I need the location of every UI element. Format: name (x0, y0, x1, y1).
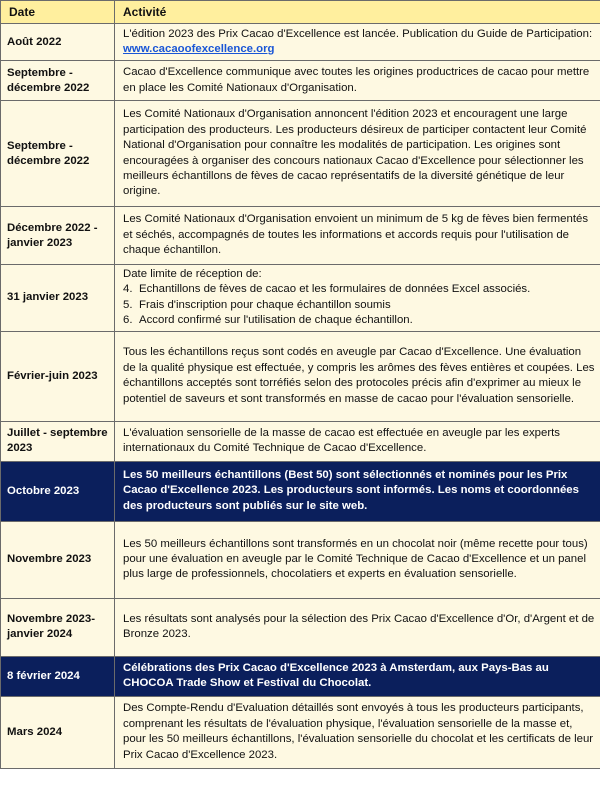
list-item (123, 313, 596, 328)
table-row-highlight (1, 461, 600, 521)
list-item-number: 4. (123, 283, 133, 296)
row-activity: Cacao d'Excellence communique avec toutes les origines productrices de cacao pour mettre en place les Comité Nationaux d'Organisation. (115, 61, 600, 101)
website-link[interactable]: www.cacaoofexcellence.org (123, 43, 275, 55)
row-date: Septembre - décembre 2022 (1, 61, 115, 101)
row-date: Novembre 2023 (1, 521, 115, 598)
header-activity: Activité (115, 1, 600, 24)
table-row (1, 521, 600, 598)
table-row (1, 61, 600, 101)
deadline-list (123, 282, 596, 328)
row-activity: Les résultats sont analysés pour la sélection des Prix Cacao d'Excellence d'Or, d'Argent et de Bronze 2023. (115, 598, 600, 656)
row-date: Octobre 2023 (1, 461, 115, 521)
table-row (1, 421, 600, 461)
row-date: 8 février 2024 (1, 656, 115, 696)
header-row (1, 1, 600, 24)
table-row (1, 24, 600, 61)
header-date: Date (1, 1, 115, 24)
row-activity: Tous les échantillons reçus sont codés en aveugle par Cacao d'Excellence. Une évaluation de la qualité physique est effectuée, y compris les arômes des fèves entières et coupées. Les échantillons acceptés sont torréfiés selon des protocoles précis afin d'exprimer au mieux le potentiel de saveurs et sont transformés en masse de cacao pour l'évaluation sensorielle. (115, 331, 600, 421)
table-row (1, 331, 600, 421)
table-row (1, 598, 600, 656)
row-activity-text: L'édition 2023 des Prix Cacao d'Excellence est lancée. Publication du Guide de Participation: (123, 27, 593, 40)
row-activity: Les 50 meilleurs échantillons sont transformés en un chocolat noir (même recette pour tous) pour une évaluation en aveugle par le Comité Technique de Cacao d'Excellence et un panel plus large de professionnels, chocolatiers et experts en évaluation sensorielle. (115, 521, 600, 598)
row-activity: Les Comité Nationaux d'Organisation envoient un minimum de 5 kg de fèves bien fermentés et séchés, accompagnés de toutes les informations et accords requis pour l'utilisation de chaque échantillon. (115, 207, 600, 265)
table-row-highlight (1, 656, 600, 696)
row-date: Février-juin 2023 (1, 331, 115, 421)
table-row (1, 101, 600, 207)
row-activity: Des Compte-Rendu d'Evaluation détaillés sont envoyés à tous les producteurs participants, comprenant les résultats de l'évaluation physique, l'évaluation sensorielle de la masse et, pour les 50 meilleurs échantillons, l'évaluation sensorielle du chocolat et les certificats de leur Prix Cacao d'Excellence 2023. (115, 696, 600, 768)
row-activity: Les Comité Nationaux d'Organisation annoncent l'édition 2023 et encouragent une large participation des producteurs. Les producteurs désireux de participer contactent leur Comité National d'Organisation pour connaître les modalités de participation. Les origines sont encouragées à organiser des concours nationaux Cacao d'Excellence pour sélectionner les meilleurs échantillons de fèves de cacao représentatifs de la diversité génétique de leur origine. (115, 101, 600, 207)
row-activity-text: Date limite de réception de: (123, 268, 262, 280)
row-activity: Les 50 meilleurs échantillons (Best 50) sont sélectionnés et nominés pour les Prix Cacao d'Excellence 2023. Les producteurs sont informés. Les noms et coordonnées des producteurs sont publiés sur le site web. (115, 461, 600, 521)
list-item-number: 5. (123, 298, 133, 311)
list-item-text: Frais d'inscription pour chaque échantillon soumis (139, 298, 391, 311)
row-date: 31 janvier 2023 (1, 265, 115, 332)
table-row (1, 696, 600, 768)
list-item (123, 282, 596, 297)
row-activity (115, 24, 600, 61)
row-date: Mars 2024 (1, 696, 115, 768)
row-date: Juillet - septembre 2023 (1, 421, 115, 461)
list-item-number: 6. (123, 314, 133, 327)
table-row (1, 207, 600, 265)
row-activity: Célébrations des Prix Cacao d'Excellence 2023 à Amsterdam, aux Pays-Bas au CHOCOA Trade Show et Festival du Chocolat. (115, 656, 600, 696)
table-row (1, 265, 600, 332)
row-activity (115, 265, 600, 332)
row-date: Août 2022 (1, 24, 115, 61)
list-item-text: Accord confirmé sur l'utilisation de chaque échantillon. (139, 314, 413, 327)
list-item-text: Echantillons de fèves de cacao et les formulaires de données Excel associés. (139, 283, 531, 296)
row-date: Novembre 2023- janvier 2024 (1, 598, 115, 656)
list-item (123, 298, 596, 313)
row-date: Septembre - décembre 2022 (1, 101, 115, 207)
row-date: Décembre 2022 - janvier 2023 (1, 207, 115, 265)
row-activity: L'évaluation sensorielle de la masse de cacao est effectuée en aveugle par les experts internationaux du Comité Technique de Cacao d'Excellence. (115, 421, 600, 461)
